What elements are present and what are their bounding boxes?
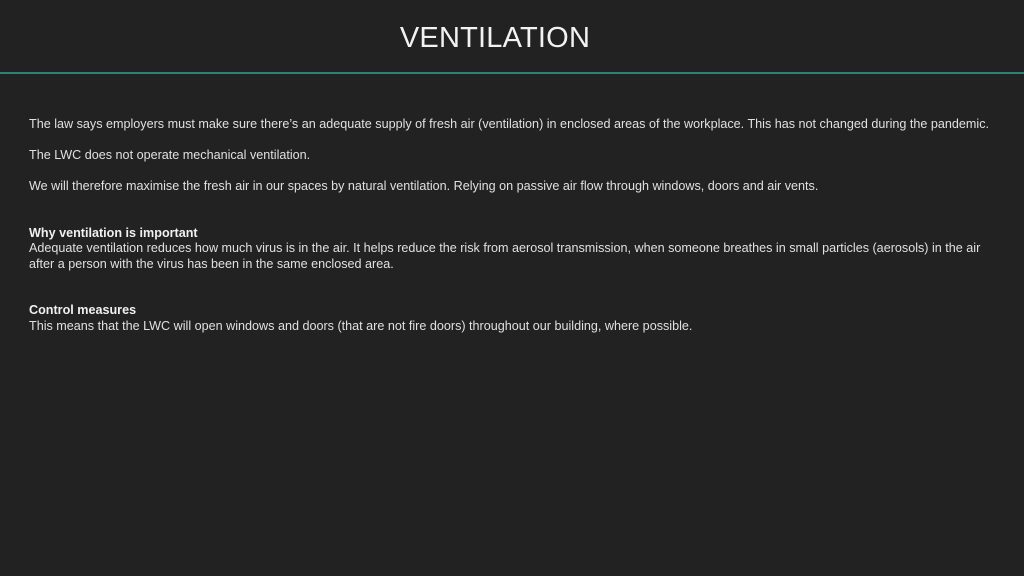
section-text-control: This means that the LWC will open windows and doors (that are not fire doors) throughout our building, where possible. <box>29 318 693 333</box>
title-divider <box>0 72 1024 74</box>
spacer <box>29 164 989 180</box>
spacer <box>29 195 989 226</box>
section-heading-control: Control measures <box>29 303 137 317</box>
intro-paragraph-natural: We will therefore maximise the fresh air in our spaces by natural ventilation. Relying on passive air flow through windows, doors and air vents. <box>29 179 819 193</box>
slide-title: VENTILATION <box>399 22 591 54</box>
section-heading-why: Why ventilation is important <box>29 225 198 240</box>
slide-body <box>29 117 989 334</box>
spacer <box>29 272 989 303</box>
intro-paragraph-mechanical: The LWC does not operate mechanical ventilation. <box>29 148 311 162</box>
spacer <box>29 133 989 149</box>
section-text-why: Adequate ventilation reduces how much virus is in the air. It helps reduce the risk from aerosol transmission, when someone breathes in small particles (aerosols) in the air after a person with the virus has been in the same enclosed area. <box>29 241 981 271</box>
intro-paragraph-law: The law says employers must make sure there’s an adequate supply of fresh air (ventilation) in enclosed areas of the workplace. This has not changed during the pandemic. <box>29 117 989 131</box>
